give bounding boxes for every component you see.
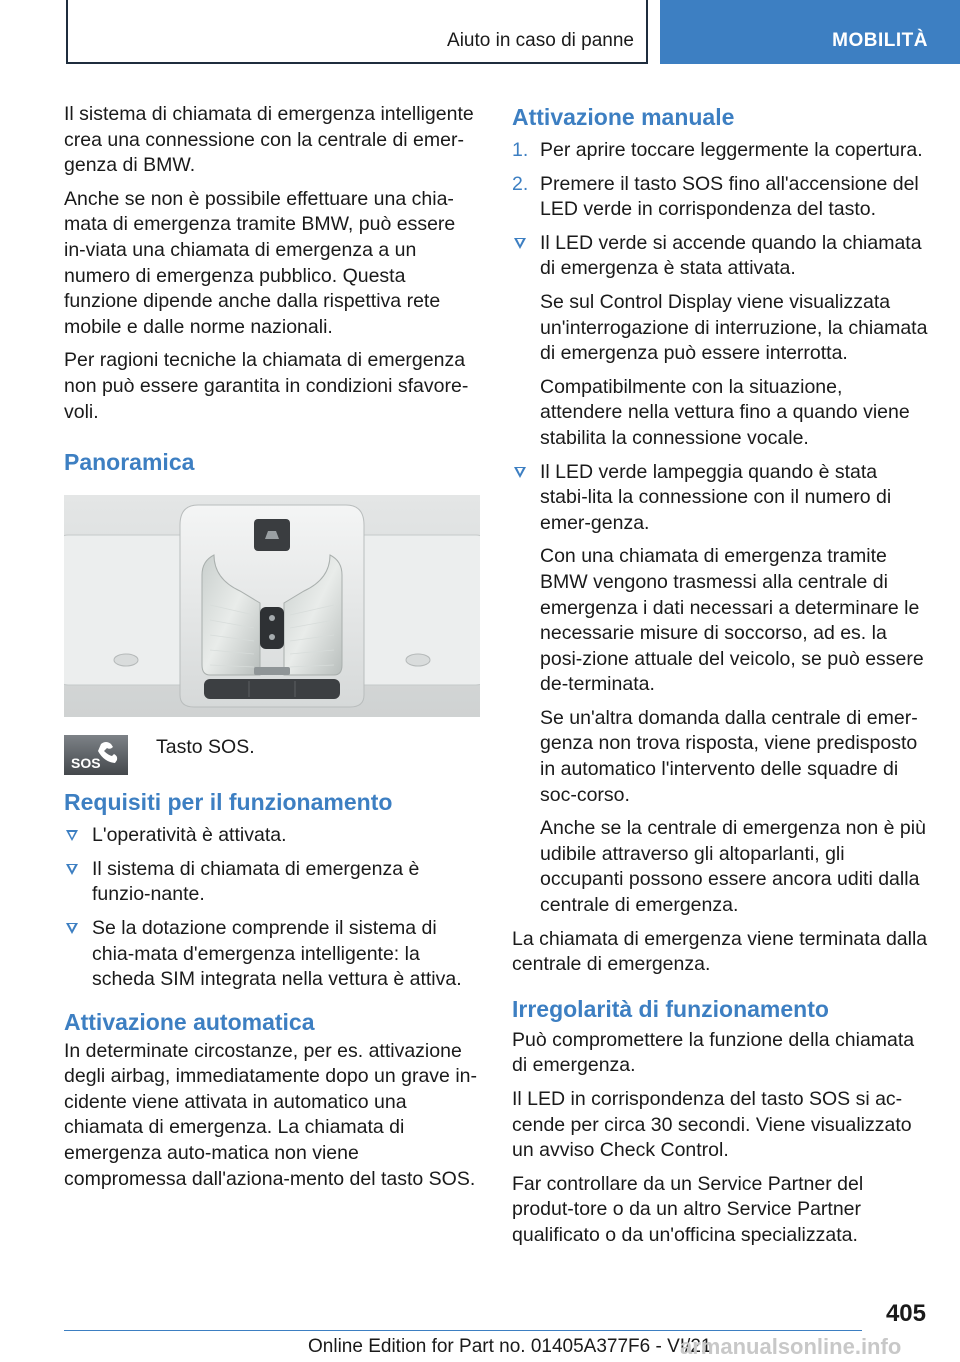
intro-paragraph-3: Per ragioni tecniche la chiamata di emergenza non può essere garantita in condizioni sfavore-voli. xyxy=(64,349,469,423)
requirements-heading: Requisiti per il funzionamento xyxy=(64,789,393,816)
footer-watermark: armanualsonline.info xyxy=(680,1334,902,1359)
malfunction-heading: Irregolarità di funzionamento xyxy=(512,995,829,1022)
list-item: 1. Per aprire toccare leggermente la copertura. xyxy=(512,138,928,164)
triangle-bullet-icon xyxy=(66,830,78,841)
header-section-tab[interactable] xyxy=(660,0,960,64)
malfunction-paragraph-1: Può compromettere la funzione della chiamata di emergenza. xyxy=(512,1028,915,1077)
list-item: L'operatività è attivata. xyxy=(64,823,480,849)
list-item: Il LED verde si accende quando la chiamata di emergenza è stata attivata. Se sul Control Display viene visualizzata un'interrogazione di interruzione, la chiamata di emergenza può essere interrotta. Compatibilmente con la situazione, attendere nella vettura fino a quando viene stabilita la connessione vocale. xyxy=(512,231,928,452)
malfunction-paragraph-3: Far controllare da un Service Partner del produt-tore o da un altro Service Partner qualificato o da un'officina specializzata. xyxy=(512,1172,864,1246)
header-chapter-box xyxy=(66,0,648,64)
list-item: 2. Premere il tasto SOS fino all'accensione del LED verde in corrispondenza del tasto. xyxy=(512,172,919,221)
triangle-bullet-icon xyxy=(514,467,526,478)
triangle-bullet-icon xyxy=(514,238,526,249)
page-number: 405 xyxy=(885,1300,926,1327)
malfunction-paragraph-2: Il LED in corrispondenza del tasto SOS si ac-cende per circa 30 secondi. Viene visualizzato un avviso Check Control. xyxy=(512,1088,912,1162)
footer-divider xyxy=(64,1330,862,1331)
header-chapter-title: Aiuto in caso di panne xyxy=(447,30,634,51)
right-column xyxy=(512,102,928,1257)
sos-legend-row xyxy=(64,735,480,775)
triangle-bullet-icon xyxy=(66,923,78,934)
manual-steps-list xyxy=(512,138,928,223)
header-section-title: MOBILITÀ xyxy=(832,30,928,51)
sos-icon-text: SOS xyxy=(71,755,101,772)
automatic-activation-heading: Attivazione automatica xyxy=(64,1008,315,1035)
sos-caption: Tasto SOS. xyxy=(156,736,255,759)
triangle-bullet-icon xyxy=(66,864,78,875)
manual-end-text: La chiamata di emergenza viene terminata dalla centrale di emergenza. xyxy=(512,927,928,976)
step-number: 2. xyxy=(512,172,529,195)
list-item: Il sistema di chiamata di emergenza è funzio-nante. xyxy=(64,857,480,908)
intro-paragraph-1: Il sistema di chiamata di emergenza intelligente crea una connessione con la centrale di emer-genza di BMW. xyxy=(64,103,474,177)
footer-edition-text: Online Edition for Part no. 01405A377F6 - VI/21 xyxy=(308,1336,712,1357)
sos-button-icon xyxy=(64,735,128,775)
requirements-list xyxy=(64,823,480,993)
list-item: Il LED verde lampeggia quando è stata stabi-lita la connessione con il numero di emer-genza. Con una chiamata di emergenza tramite BMW vengono trasmessi alla centrale di emergenza i dati necessari a determinare le necessarie misure di soccorso, ad es. la posi-zione attuale del veicolo, se può essere de-terminata. Se un'altra domanda dalla centrale di emer-genza non trova risposta, viene predisposto in automatico l'intervento delle squadre di soc-corso. Anche se la centrale di emergenza non è più udibile attraverso gli altoparlanti, gli occupanti possono essere ancora uditi dalla centrale di emergenza. xyxy=(512,460,928,919)
overview-heading: Panoramica xyxy=(64,449,195,476)
manual-results-list xyxy=(512,231,928,919)
intro-paragraph-2: Anche se non è possibile effettuare una chia-mata di emergenza tramite BMW, può essere in-viata una chiamata di emergenza a un numero di emergenza pubblico. Questa funzione dipende anche dalla rispettiva rete mobile e dalle norme nazionali. xyxy=(64,187,456,338)
step-number: 1. xyxy=(512,139,529,161)
roof-console-photo xyxy=(64,495,480,717)
automatic-activation-text: In determinate circostanze, per es. attivazione degli airbag, immediatamente dopo un grave in-cidente viene attivata in automatico una chiamata di emergenza. La chiamata di emergenza auto-matica non viene compromessa dall'aziona-mento del tasto SOS. xyxy=(64,1039,477,1190)
list-item: Se la dotazione comprende il sistema di chia-mata d'emergenza intelligente: la scheda SIM integrata nella vettura è attiva. xyxy=(64,916,480,993)
left-column xyxy=(64,102,480,1200)
manual-activation-heading: Attivazione manuale xyxy=(512,104,735,130)
